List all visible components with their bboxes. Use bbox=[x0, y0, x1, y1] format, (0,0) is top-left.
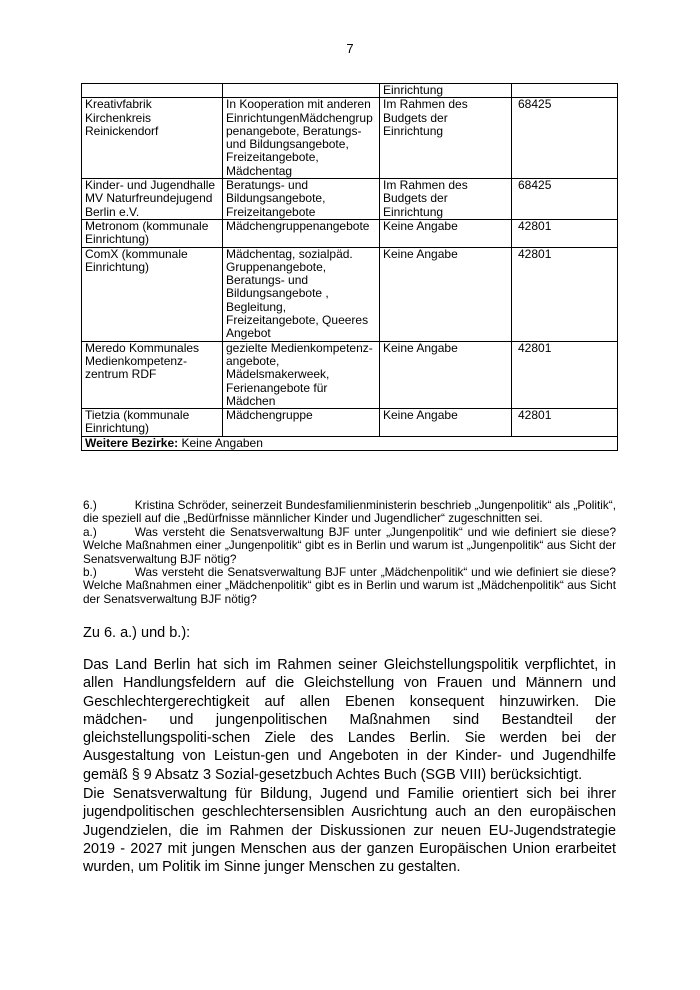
question-a-text: Was versteht die Senatsverwaltung BJF unter „Jungenpolitik“ und wie definiert sie diese? Welche Maßnahmen einer „Jungenpolitik“ gibt es in Berlin und warum ist „Jungenpolitik“ aus Sicht der Senatsverwaltung BJF nötig? bbox=[83, 524, 616, 566]
budget-cell: Im Rahmen des Budgets der Einrichtung bbox=[380, 179, 512, 220]
offer-cell: Mädchengruppenangebote bbox=[223, 219, 380, 247]
table-row bbox=[82, 409, 618, 437]
code-cell bbox=[512, 84, 618, 98]
budget-cell: Keine Angabe bbox=[380, 409, 512, 437]
page-number: 7 bbox=[346, 41, 354, 56]
offer-cell: In Kooperation mit anderen EinrichtungenMädchengrup penangebote, Beratungs- und Bildungsangebote, Freizeitangebote, Mädchentag bbox=[223, 98, 380, 179]
footer-value: Keine Angaben bbox=[178, 435, 263, 450]
table-row bbox=[82, 341, 618, 408]
offer-cell: Mädchengruppe bbox=[223, 409, 380, 437]
question-b bbox=[83, 566, 616, 606]
question-number: 6.) bbox=[83, 498, 97, 512]
table-row bbox=[82, 84, 618, 98]
table-row bbox=[82, 179, 618, 220]
table-row bbox=[82, 247, 618, 341]
institution-cell: Tietzia (kommunale Einrichtung) bbox=[82, 409, 223, 437]
code-cell: 68425 bbox=[512, 179, 618, 220]
table-row bbox=[82, 98, 618, 179]
code-cell: 42801 bbox=[512, 341, 618, 408]
table-footer-cell bbox=[82, 436, 618, 450]
offer-cell: Beratungs- und Bildungsangebote, Freizeitangebote bbox=[223, 179, 380, 220]
question-b-text: Was versteht die Senatsverwaltung BJF unter „Mädchenpolitik“ und wie definiert sie diese? Welche Maßnahmen einer „Mädchenpolitik“ gibt es in Berlin und warum ist „Mädchenpolitik“ aus Sicht der Senatsverwaltung BJF nötig? bbox=[83, 565, 616, 606]
budget-cell: Einrichtung bbox=[380, 84, 512, 98]
footer-label: Weitere Bezirke: bbox=[85, 435, 179, 450]
code-cell: 42801 bbox=[512, 219, 618, 247]
question-a-label: a.) bbox=[83, 524, 97, 539]
code-cell: 42801 bbox=[512, 247, 618, 341]
budget-cell: Keine Angabe bbox=[380, 219, 512, 247]
table-footer-row bbox=[82, 436, 618, 450]
code-cell: 68425 bbox=[512, 98, 618, 179]
answer-heading: Zu 6. a.) und b.): bbox=[83, 625, 191, 641]
offer-cell bbox=[223, 84, 380, 98]
offers-table-body bbox=[82, 84, 618, 437]
institution-cell: Kinder- und Jugendhalle MV Naturfreundejugend Berlin e.V. bbox=[82, 179, 223, 220]
question-intro-text: Kristina Schröder, seinerzeit Bundesfamilienministerin beschrieb „Jungenpolitik“ als „Politik“, die speziell auf die „Bedürfnisse männlicher Kinder und Jugendlicher“ zugeschnitten sei. bbox=[83, 498, 616, 526]
institution-cell bbox=[82, 84, 223, 98]
question-a bbox=[83, 526, 616, 566]
offer-cell: gezielte Medienkompetenz- angebote, Mädelsmakerweek, Ferienangebote für Mädchen bbox=[223, 341, 380, 408]
institution-cell: Kreativfabrik Kirchenkreis Reinickendorf bbox=[82, 98, 223, 179]
budget-cell: Im Rahmen des Budgets der Einrichtung bbox=[380, 98, 512, 179]
code-cell: 42801 bbox=[512, 409, 618, 437]
question-block bbox=[83, 499, 616, 606]
offers-table bbox=[81, 83, 618, 451]
offer-cell: Mädchentag, sozialpäd. Gruppenangebote, Beratungs- und Bildungsangebote , Begleitung, Freizeitangebote, Queeres Angebot bbox=[223, 247, 380, 341]
budget-cell: Keine Angabe bbox=[380, 247, 512, 341]
budget-cell: Keine Angabe bbox=[380, 341, 512, 408]
institution-cell: ComX (kommunale Einrichtung) bbox=[82, 247, 223, 341]
answer-paragraph-1: Das Land Berlin hat sich im Rahmen seiner Gleichstellungspolitik verpflichtet, in allen Handlungsfeldern auf die Gleichstellung von Frauen und Männern und Geschlechtergerechtigkeit auf allen Ebenen konsequent hinzuwirken. Die mädchen- und jungenpolitischen Maßnahmen sind Bestandteil der gleichstellungspoliti-schen Ziele des Landes Berlin. Sie werden bei der Ausgestaltung von Leistun-gen und Angeboten in der Kinder- und Jugendhilfe gemäß § 9 Absatz 3 Sozial-gesetzbuch Achtes Buch (SGB VIII) berücksichtigt. bbox=[83, 657, 616, 783]
institution-cell: Metronom (kommunale Einrichtung) bbox=[82, 219, 223, 247]
question-intro bbox=[83, 499, 616, 526]
question-b-label: b.) bbox=[83, 565, 97, 580]
institution-cell: Meredo Kommunales Medienkompetenz- zentrum RDF bbox=[82, 341, 223, 408]
answer-paragraph-2: Die Senatsverwaltung für Bildung, Jugend und Familie orientiert sich bei ihrer jugendpolitischen geschlechtersensiblen Ausrichtung auch an den europäischen Jugendzielen, die im Rahmen der Diskussionen zur neuen EU-Jugendstrategie 2019 - 2027 mit jungen Menschen aus der ganzen Europäischen Union erarbeitet wurden, um Politik im Sinne junger Menschen zu gestalten. bbox=[83, 786, 616, 876]
table-row bbox=[82, 219, 618, 247]
